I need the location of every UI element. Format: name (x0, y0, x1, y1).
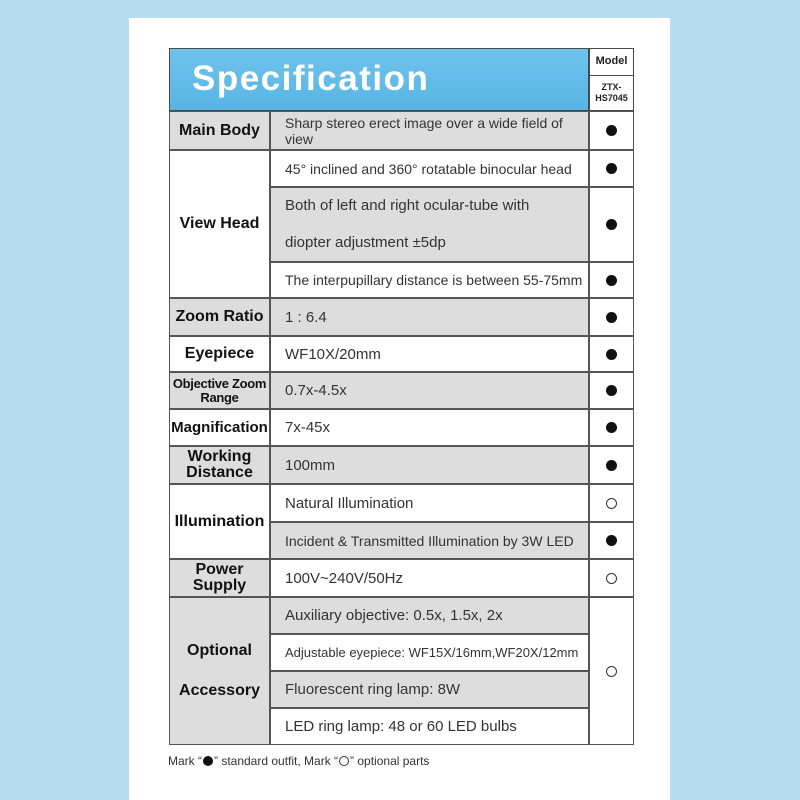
standard-mark-icon (606, 125, 617, 136)
standard-mark-icon (606, 219, 617, 230)
value-zoom-ratio: 1 : 6.4 (270, 298, 589, 336)
standard-mark-icon (606, 422, 617, 433)
optional-mark-icon (339, 756, 349, 766)
model-label: Model (595, 55, 628, 67)
value-view-head-3: The interpupillary distance is between 55-75mm (270, 262, 589, 298)
value-eyepiece: WF10X/20mm (270, 336, 589, 372)
optional-mark-icon (606, 666, 617, 677)
value-power-supply: 100V~240V/50Hz (270, 559, 589, 597)
label-optional-accessory (169, 597, 270, 745)
mark-main-body (589, 111, 634, 150)
label-optional-accessory-line2: Accessory (179, 682, 260, 699)
label-optional-accessory-line1: Optional (187, 642, 252, 659)
standard-mark-icon (203, 756, 213, 766)
value-magnification: 7x-45x (270, 409, 589, 446)
value-view-head-2 (270, 187, 589, 262)
value-accessory-4: LED ring lamp: 48 or 60 LED bulbs (270, 708, 589, 745)
label-view-head: View Head (169, 150, 270, 298)
label-illumination: Illumination (169, 484, 270, 559)
standard-mark-icon (606, 312, 617, 323)
legend-standard-text: ” standard outfit, Mark “ (214, 754, 339, 768)
value-working-distance: 100mm (270, 446, 589, 484)
mark-working-distance (589, 446, 634, 484)
mark-view-head-1 (589, 150, 634, 187)
mark-eyepiece (589, 336, 634, 372)
mark-optional-accessory (589, 597, 634, 745)
label-zoom-ratio: Zoom Ratio (169, 298, 270, 336)
standard-mark-icon (606, 349, 617, 360)
label-power-supply: Power Supply (169, 559, 270, 597)
value-illumination-2: Incident & Transmitted Illumination by 3W LED (270, 522, 589, 559)
standard-mark-icon (606, 460, 617, 471)
value-illumination-1: Natural Illumination (270, 484, 589, 522)
optional-mark-icon (606, 498, 617, 509)
label-objective-zoom-range: Objective Zoom Range (169, 372, 270, 409)
label-magnification: Magnification (169, 409, 270, 446)
model-divider (590, 75, 633, 76)
value-view-head-2-line2: diopter adjustment ±5dp (285, 234, 446, 251)
standard-mark-icon (606, 535, 617, 546)
value-view-head-1: 45° inclined and 360° rotatable binocular head (270, 150, 589, 187)
value-view-head-2-line1: Both of left and right ocular-tube with (285, 197, 530, 214)
mark-view-head-2 (589, 187, 634, 262)
mark-magnification (589, 409, 634, 446)
spec-header (169, 48, 589, 111)
mark-zoom-ratio (589, 298, 634, 336)
label-eyepiece: Eyepiece (169, 336, 270, 372)
value-objective-zoom-range: 0.7x-4.5x (270, 372, 589, 409)
mark-illumination-1 (589, 484, 634, 522)
mark-power-supply (589, 559, 634, 597)
legend-optional-text: ” optional parts (350, 754, 430, 768)
mark-view-head-3 (589, 262, 634, 298)
legend-prefix: Mark “ (168, 754, 202, 768)
optional-mark-icon (606, 573, 617, 584)
value-accessory-2: Adjustable eyepiece: WF15X/16mm,WF20X/12mm (270, 634, 589, 671)
label-working-distance: Working Distance (169, 446, 270, 484)
mark-illumination-2 (589, 522, 634, 559)
page-title: Specification (192, 59, 430, 98)
label-main-body: Main Body (169, 111, 270, 150)
value-accessory-3: Fluorescent ring lamp: 8W (270, 671, 589, 708)
value-accessory-1: Auxiliary objective: 0.5x, 1.5x, 2x (270, 597, 589, 634)
value-main-body: Sharp stereo erect image over a wide field of view (270, 111, 589, 150)
mark-objective-zoom-range (589, 372, 634, 409)
standard-mark-icon (606, 385, 617, 396)
model-name: ZTX-HS7045 (595, 82, 628, 103)
model-box (589, 48, 634, 111)
standard-mark-icon (606, 163, 617, 174)
standard-mark-icon (606, 275, 617, 286)
legend (168, 754, 429, 768)
